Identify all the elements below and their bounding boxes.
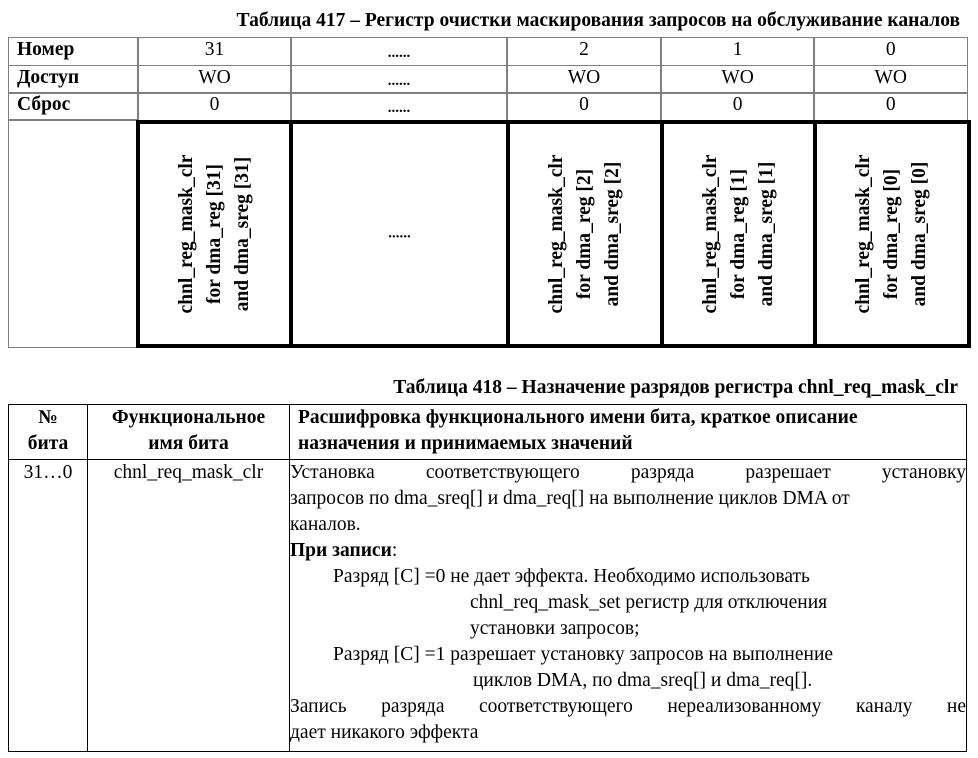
reset-31: 0 [137,92,292,121]
access-2: WO [506,65,662,94]
access-1: WO [660,65,815,94]
desc-intro-line1: Установка соответствующего разряда разрешает установку [290,462,966,483]
table-418-caption: Таблица 418 – Назначение разрядов регистра chnl_req_mask_clr [393,377,958,398]
table-417-caption: Таблица 417 – Регистр очистки маскирования запросов на обслуживание каналов [236,10,960,31]
cell-name: chnl_req_mask_clr [88,460,290,752]
header-bit-number: № бита [9,405,88,460]
desc-case0-line1: Разряд [C] =0 не дает эффекта. Необходимо использовать [333,566,810,587]
field-cell-ellipsis [289,120,510,348]
desc-case0-line3: установки запросов; [470,618,640,639]
on-write-label: При записи [290,540,392,561]
field-ellipsis: ...... [388,225,411,242]
field-name-1: chnl_reg_mask_clr for dma_reg [1] and dma_sreg [1] [699,154,777,314]
register-table-417 [8,38,968,348]
label-number: Номер [8,37,139,66]
bit-number-31: 31 [137,37,292,66]
field-cell-0 [813,120,971,348]
desc-case0-line2: chnl_req_mask_set регистр для отключения [470,592,828,613]
desc-note-line2: дает никакого эффекта [290,722,479,743]
field-name-2: chnl_reg_mask_clr for dma_reg [2] and dma_sreg [2] [546,154,623,314]
field-cell-31 [136,120,293,348]
row-access [8,66,968,93]
reset-0: 0 [813,92,968,121]
cell-description [290,460,967,752]
desc-intro-line2: запросов по dma_sreq[] и dma_req[] на выполнение циклов DMA от [290,488,850,509]
desc-note-line1: Запись разряда соответствующего нереализованному каналу не [290,696,966,717]
field-cell-1 [660,120,817,348]
access-0: WO [813,65,968,94]
row-reset [8,93,968,120]
bit-number-0: 0 [813,37,968,66]
field-name-0: chnl_reg_mask_clr for dma_reg [0] and dma_sreg [0] [853,154,930,314]
desc-intro-line3: каналов. [290,514,361,535]
desc-on-write: При записи: [290,540,398,561]
desc-case1-line2: циклов DMA, по dma_sreq[] и dma_req[]. [473,670,813,691]
access-31: WO [137,65,292,94]
reset-1: 0 [660,92,815,121]
bit-number-1: 1 [660,37,815,66]
label-access: Доступ [8,65,139,94]
table-row [9,460,967,752]
access-ellipsis: ...... [290,65,507,94]
bit-number-ellipsis: ...... [290,37,507,66]
row-number [8,38,968,66]
label-field-empty [8,119,139,348]
header-row [9,405,967,460]
bit-number-2: 2 [506,37,662,66]
header-description: Расшифровка функционального имени бита, краткое описание назначения и принимаемых значений [290,405,967,460]
reset-ellipsis: ...... [290,92,507,121]
reset-2: 0 [506,92,662,121]
header-function-name: Функциональное имя бита [88,405,290,460]
label-reset: Сброс [8,92,139,121]
field-name-31: chnl_reg_mask_clr for dma_reg [31] and dma_sreg [31] [175,154,253,314]
cell-bits: 31…0 [9,460,88,752]
bit-description-table-418 [8,404,967,752]
field-cell-2 [506,120,664,348]
desc-case1-line1: Разряд [C] =1 разрешает установку запросов на выполнение [333,644,834,665]
